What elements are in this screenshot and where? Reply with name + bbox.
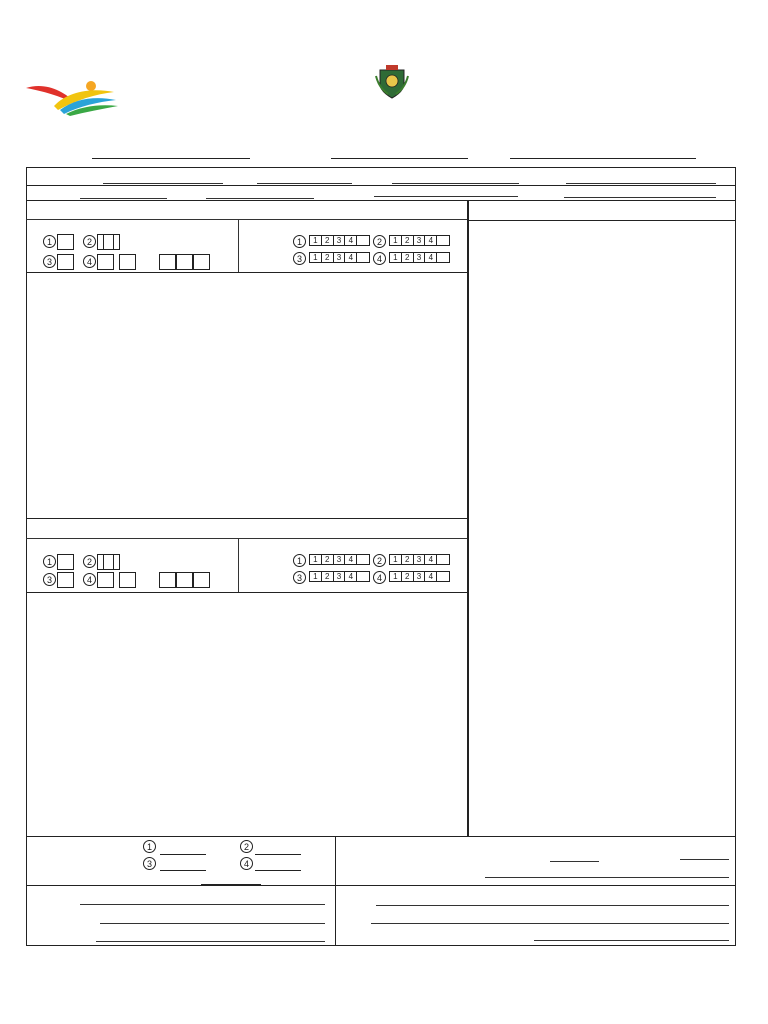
- team-b-title-divider: [26, 538, 467, 539]
- footer-middle-border: [26, 885, 736, 886]
- team-b-timeout-4a-box[interactable]: [97, 572, 114, 588]
- competicao-line[interactable]: [103, 183, 223, 184]
- team-a-period-4-fouls[interactable]: 1 2 3 4: [389, 252, 450, 263]
- final-score-b-line[interactable]: [680, 859, 729, 860]
- team-b-extra-1-box[interactable]: [159, 572, 176, 588]
- team-a-timeout-3-icon: 3: [43, 255, 56, 268]
- team-b-timeout-3-box[interactable]: [57, 572, 74, 588]
- team-b-period-2-icon: 2: [373, 554, 386, 567]
- footer-arbitro-line[interactable]: [376, 905, 729, 906]
- score-period-1-icon: 1: [143, 840, 156, 853]
- info-bottom-border: [26, 200, 736, 201]
- team-a-timeout-1-icon: 1: [43, 235, 56, 248]
- team-b-timeout-3-icon: 3: [43, 573, 56, 586]
- olympics-logo-icon: [24, 76, 120, 116]
- team-a-period-3-fouls[interactable]: 1 2 3 4: [309, 252, 370, 263]
- state-coat-of-arms-icon: [374, 64, 410, 100]
- footer-fiscal-line[interactable]: [371, 923, 729, 924]
- team-b-fouls-divider: [238, 538, 239, 592]
- final-score-a-line[interactable]: [550, 861, 599, 862]
- team-a-timeout-4a-box[interactable]: [97, 254, 114, 270]
- team-b-timeout-4b-box[interactable]: [119, 572, 136, 588]
- team-a-fouls-divider: [238, 219, 239, 272]
- team-a-timeout-3-box[interactable]: [57, 254, 74, 270]
- score-period-4-a: [255, 860, 301, 873]
- assinatura-line[interactable]: [534, 940, 729, 941]
- scoring-title-divider: [467, 220, 736, 221]
- apontador-line[interactable]: [80, 904, 325, 905]
- team-a-extra-1-box[interactable]: [159, 254, 176, 270]
- team-b-roster-top: [26, 592, 467, 593]
- cronometrista-line[interactable]: [100, 923, 325, 924]
- team-b-extra-3-box[interactable]: [193, 572, 210, 588]
- data-line[interactable]: [257, 183, 352, 184]
- info-row-divider: [26, 185, 736, 186]
- arbitro-line[interactable]: [566, 183, 716, 184]
- fiscal-line[interactable]: [564, 197, 716, 198]
- team-a-period-2-icon: 2: [373, 235, 386, 248]
- team-b-top-border: [26, 518, 467, 519]
- team-b-timeout-1-icon: 1: [43, 555, 56, 568]
- score-period-4-icon: 4: [240, 857, 253, 870]
- categoria-line[interactable]: [374, 196, 518, 197]
- team-b-period-3-icon: 3: [293, 571, 306, 584]
- team-a-timeout-2b-box[interactable]: [103, 234, 120, 250]
- team-b-period-1-fouls[interactable]: 1 2 3 4: [309, 554, 370, 565]
- team-b-period-3-fouls[interactable]: 1 2 3 4: [309, 571, 370, 582]
- section-divider: [467, 200, 469, 837]
- equipe-b-name-line[interactable]: [331, 158, 468, 159]
- local-line[interactable]: [206, 198, 314, 199]
- score-period-3-a: [160, 860, 206, 873]
- team-b-period-2-fouls[interactable]: 1 2 3 4: [389, 554, 450, 565]
- team-a-period-1-icon: 1: [293, 235, 306, 248]
- team-b-timeout-2-icon: 2: [83, 555, 96, 568]
- operador-line[interactable]: [96, 941, 325, 942]
- team-b-timeout-1-box[interactable]: [57, 554, 74, 570]
- hora-line[interactable]: [392, 183, 519, 184]
- footer-divider: [335, 836, 336, 946]
- equipe-a-name-line[interactable]: [92, 158, 250, 159]
- team-a-extra-2-box[interactable]: [176, 254, 193, 270]
- team-a-roster-top: [26, 272, 467, 273]
- team-b-period-4-icon: 4: [373, 571, 386, 584]
- team-a-period-1-fouls[interactable]: 1 2 3 4: [309, 235, 370, 246]
- team-b-period-1-icon: 1: [293, 554, 306, 567]
- team-b-timeout-4-icon: 4: [83, 573, 96, 586]
- jogo-line[interactable]: [80, 198, 167, 199]
- team-a-timeout-2-icon: 2: [83, 235, 96, 248]
- score-period-1-a: [160, 844, 206, 857]
- score-extra-periods: [197, 874, 261, 887]
- score-period-3-icon: 3: [143, 857, 156, 870]
- sexo-line[interactable]: [510, 158, 696, 159]
- score-period-2-icon: 2: [240, 840, 253, 853]
- team-b-extra-2-box[interactable]: [176, 572, 193, 588]
- team-a-timeout-4b-box[interactable]: [119, 254, 136, 270]
- team-a-title-divider: [26, 219, 467, 220]
- vencedora-line[interactable]: [485, 877, 729, 878]
- team-a-period-2-fouls[interactable]: 1 2 3 4: [389, 235, 450, 246]
- footer-top-border: [26, 836, 736, 837]
- team-b-timeout-2b-box[interactable]: [103, 554, 120, 570]
- team-a-period-3-icon: 3: [293, 252, 306, 265]
- team-a-timeout-4-icon: 4: [83, 255, 96, 268]
- team-b-period-4-fouls[interactable]: 1 2 3 4: [389, 571, 450, 582]
- team-a-timeout-1-box[interactable]: [57, 234, 74, 250]
- score-period-2-a: [255, 844, 301, 857]
- team-a-extra-3-box[interactable]: [193, 254, 210, 270]
- team-a-period-4-icon: 4: [373, 252, 386, 265]
